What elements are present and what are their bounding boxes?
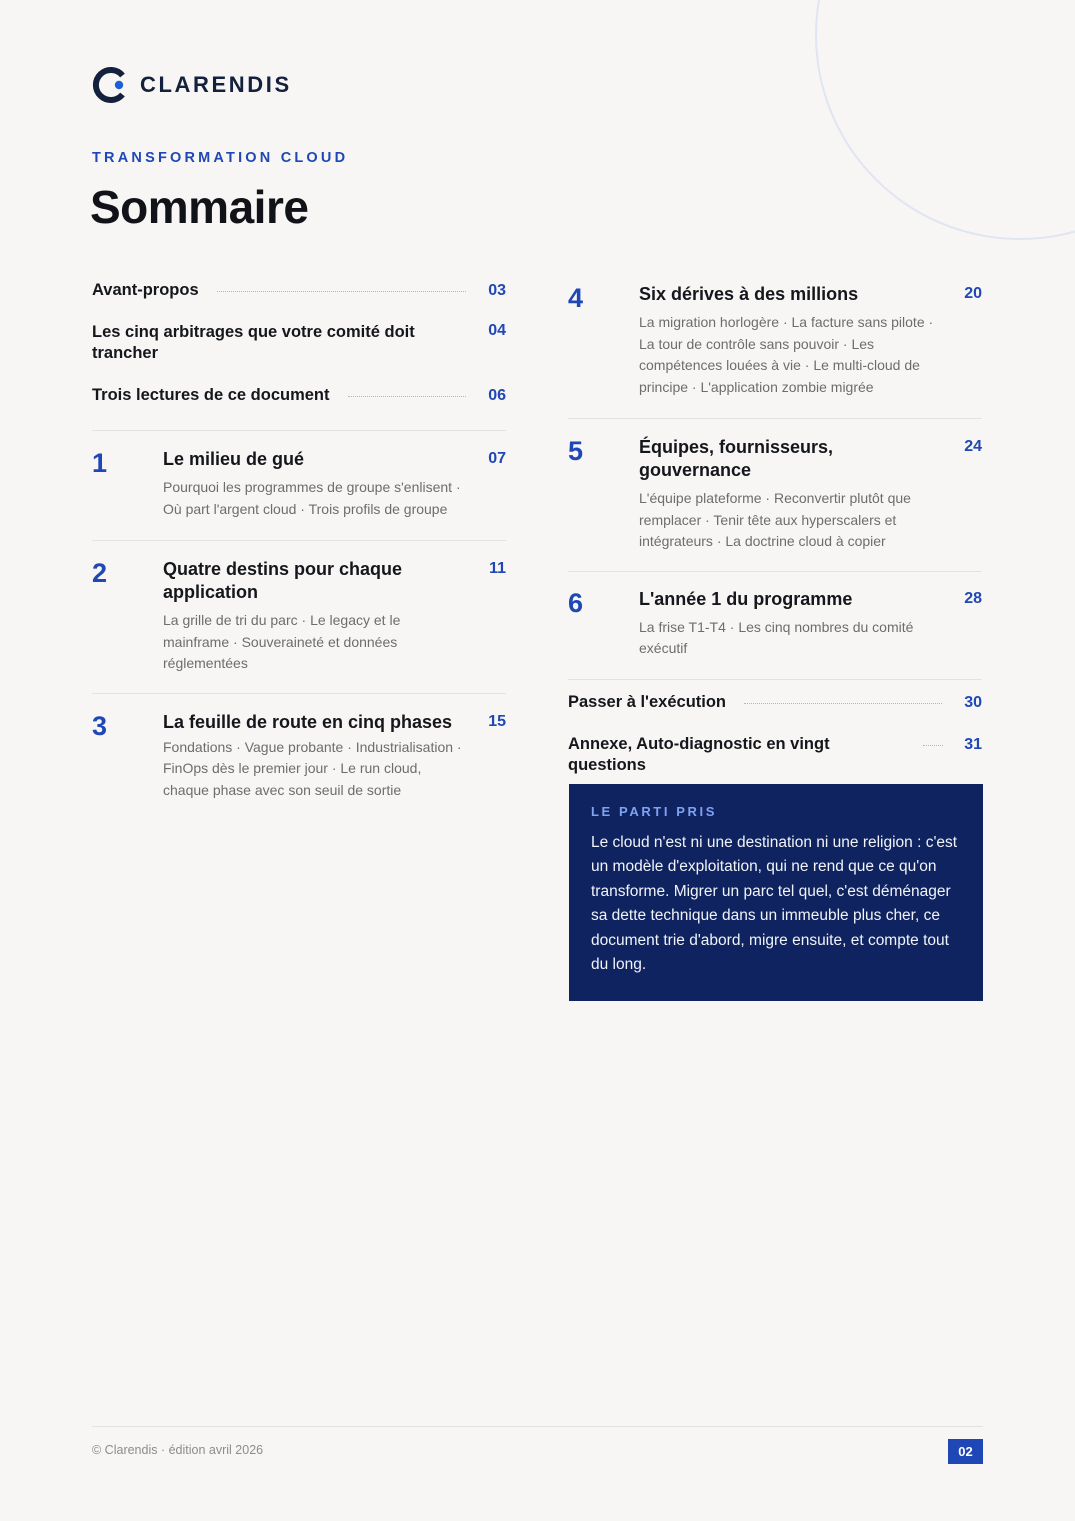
- chapter-number: 4: [568, 283, 584, 313]
- chapter-title: Équipes, fournisseurs, gouvernance: [639, 437, 834, 480]
- chapter-number: 2: [92, 558, 108, 588]
- section-eyebrow: TRANSFORMATION CLOUD: [92, 150, 349, 166]
- toc-entry-annexe[interactable]: [568, 734, 982, 776]
- toc-entry-page: 06: [488, 387, 506, 404]
- dot-leader: [348, 396, 467, 397]
- chapter-page: 07: [488, 450, 506, 467]
- toc-right-column: [568, 283, 982, 797]
- chapter-title: Quatre destins pour chaque application: [163, 559, 403, 602]
- dot-leader: [923, 745, 943, 746]
- chapter-number: 5: [568, 436, 584, 466]
- toc-entry-page: 03: [488, 282, 506, 299]
- chapter-page: 24: [964, 438, 982, 455]
- chapter-title: La feuille de route en cinq phases: [163, 711, 453, 732]
- divider: [568, 679, 982, 680]
- footer-copyright: © Clarendis · édition avril 2026: [92, 1443, 264, 1457]
- chapter-title: Le milieu de gué: [163, 449, 305, 469]
- chapter-description: La frise T1-T4 · Les cinq nombres du comité exécutif: [639, 618, 914, 656]
- toc-entry-title: Passer à l'exécution: [568, 692, 727, 711]
- brand-name: CLARENDIS: [140, 72, 292, 97]
- toc-chapter-2[interactable]: [92, 541, 506, 693]
- chapter-description: La grille de tri du parc · Le legacy et le mainframe · Souveraineté et données réglementées: [163, 612, 401, 671]
- toc-chapter-3[interactable]: [92, 694, 506, 802]
- toc-entry-page: 04: [488, 322, 506, 339]
- page-title: Sommaire: [90, 181, 309, 233]
- toc-entry-execution[interactable]: [568, 692, 982, 713]
- toc-entry-title: Avant-propos: [92, 281, 199, 299]
- chapter-description: L'équipe plateforme · Reconvertir plutôt que remplacer · Tenir tête aux hyperscalers et intégrateurs · La doctrine cloud à copier: [639, 490, 911, 549]
- decorative-circle: [815, 0, 1075, 240]
- chapter-description: Fondations · Vague probante · Industrialisation · FinOps dès le premier jour · Le run cloud, chaque phase avec son seuil de sortie: [163, 738, 462, 798]
- toc-chapter-1[interactable]: [92, 431, 506, 540]
- callout-label: LE PARTI PRIS: [591, 804, 718, 819]
- chapter-page: 11: [489, 560, 506, 577]
- callout-text: Le cloud n'est ni une destination ni une religion : c'est un modèle d'exploitation, qui ne rend que ce qu'on transforme. Migrer un parc tel quel, c'est déménager sa dette technique dans un immeuble plus cher, ce document trie d'abord, migre ensuite, et compte tout du long.: [591, 834, 958, 974]
- chapter-description: Pourquoi les programmes de groupe s'enlisent · Où part l'argent cloud · Trois profils de groupe: [163, 479, 461, 517]
- toc-entry-arbitrages[interactable]: [92, 322, 506, 364]
- toc-entry-page: 31: [964, 735, 982, 753]
- toc-entry-title: Annexe, Auto-diagnostic en vingt questions: [568, 734, 830, 774]
- toc-entry-title: Les cinq arbitrages que votre comité doit trancher: [92, 323, 415, 362]
- dot-leader: [744, 703, 942, 704]
- chapter-page: 20: [964, 285, 982, 302]
- chapter-page: 28: [964, 589, 982, 607]
- toc-left-column: [92, 280, 506, 801]
- chapter-number: 3: [92, 710, 108, 741]
- toc-chapter-6[interactable]: [568, 572, 982, 679]
- toc-chapter-5[interactable]: [568, 419, 982, 571]
- toc-entry-page: 30: [964, 693, 982, 711]
- chapter-number: 1: [92, 448, 108, 478]
- chapter-title: Six dérives à des millions: [639, 284, 859, 304]
- chapter-number: 6: [568, 587, 584, 618]
- callout-box: [569, 784, 983, 1001]
- chapter-description: La migration horlogère · La facture sans pilote · La tour de contrôle sans pouvoir · Les compétences louées à vie · Le multi-cloud de principe · L'application zombie migrée: [639, 314, 934, 395]
- toc-entry-avant-propos[interactable]: [92, 280, 506, 301]
- toc-entry-title: Trois lectures de ce document: [92, 386, 330, 404]
- dot-leader: [217, 291, 466, 292]
- chapter-page: 15: [488, 712, 506, 730]
- toc-entry-trois-lectures[interactable]: [92, 385, 506, 406]
- brand-logo: [92, 66, 292, 104]
- footer-divider: [92, 1426, 983, 1427]
- chapter-title: L'année 1 du programme: [639, 588, 853, 609]
- page-number-badge: 02: [948, 1439, 983, 1464]
- toc-chapter-4[interactable]: [568, 283, 982, 418]
- clarendis-logo-icon: [92, 66, 130, 104]
